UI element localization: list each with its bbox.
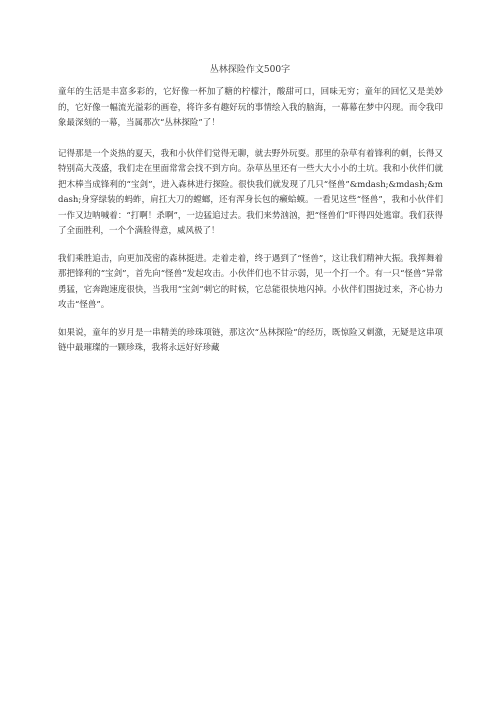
document-title: 丛林探险作文500字 [209,65,291,75]
paragraph-summer-adventure: 记得那是一个炎热的夏天，我和小伙伴们觉得无聊，就去野外玩耍。那里的杂草有着锋利的刺，长得又特别高大茂盛，我们走在里面常常会找不到方向。杂草丛里还有一些大大小小的土坑。我和小伙伴们就把木棒当成锋利的“宝剑”，进入森林进行探险。很快我们就发现了几只“怪兽”&mdash;&mdash;&mdash;身穿绿装的蚂蚱，肩扛大刀的螳螂，还有浑身长包的癞蛤蟆。一看见这些“怪兽”，我和小伙伴们一作又边呐喊着：“打啊！杀啊”，一边猛追过去。我们来势汹汹，把“怪兽们”吓得四处逃窜。我们获得了全面胜利，一个个满脸得意，威风极了！ [58,148,443,236]
paragraph-pursuit: 我们乘胜追击，向更加茂密的森林挺进。走着走着，终于遇到了“怪兽”，这让我们精神大振。我挥舞着那把锋利的“宝剑”，首先向“怪兽”发起攻击。小伙伴们也不甘示弱，见一个打一个。有一只“怪兽”异常勇猛，它奔跑速度很快，当我用“宝剑”刺它的时候，它总能很快地闪掉。小伙伴们围拢过来，齐心协力攻击“怪兽”。 [58,253,443,310]
paragraph-conclusion: 如果说，童年的岁月是一串精美的珍珠项链，那这次“丛林探险”的经历，既惊险又刺激，无疑是这串项链中最璀璨的一颗珍珠，我将永远好好珍藏 [58,327,443,353]
document-body [58,85,443,369]
paragraph-intro: 童年的生活是丰富多彩的，它好像一杯加了糖的柠檬汁，酸甜可口，回味无穷；童年的回忆又是美妙的，它好像一幅流光溢彩的画卷，将许多有趣好玩的事情绘入我的脑海，一幕幕在梦中闪现。而令我印象最深刻的一幕，当属那次“丛林探险”了！ [58,87,443,128]
